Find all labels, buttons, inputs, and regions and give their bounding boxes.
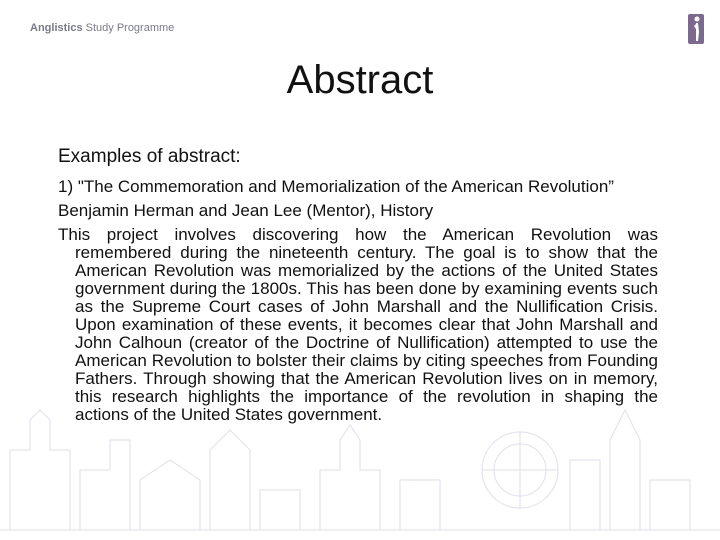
abstract-body: This project involves discovering how the American Revolution was remembered during the nineteenth century. The goal is to show that the American Revolution was memorialized by the actions of the United States government during the 1800s. This has been done by examining events such as the Supreme Court cases of John Marshall and the Nullification Crisis. Upon examination of these events, it becomes clear that John Marshall and John Calhoun (creator of the Doctrine of Nullification) attempted to use the American Revolution to bolster their claims by citing speeches from Founding Fathers. Through showing that the American Revolution lives on in memory, this research highlights the importance of the revolution in shaping the actions of the United States government.: [58, 225, 658, 424]
header-brand: [30, 22, 174, 34]
page-title: Abstract: [286, 58, 434, 102]
brand-name: Anglistics: [30, 22, 83, 34]
subheading: Examples of abstract:: [58, 146, 241, 167]
authors-line: Benjamin Herman and Jean Lee (Mentor), History: [58, 201, 434, 220]
brand-subtitle: Study Programme: [82, 22, 175, 34]
abstract-content: [58, 146, 658, 430]
figure-logo-icon: [688, 14, 704, 44]
example-title: 1) "The Commemoration and Memorialization of the American Revolution”: [58, 177, 614, 196]
